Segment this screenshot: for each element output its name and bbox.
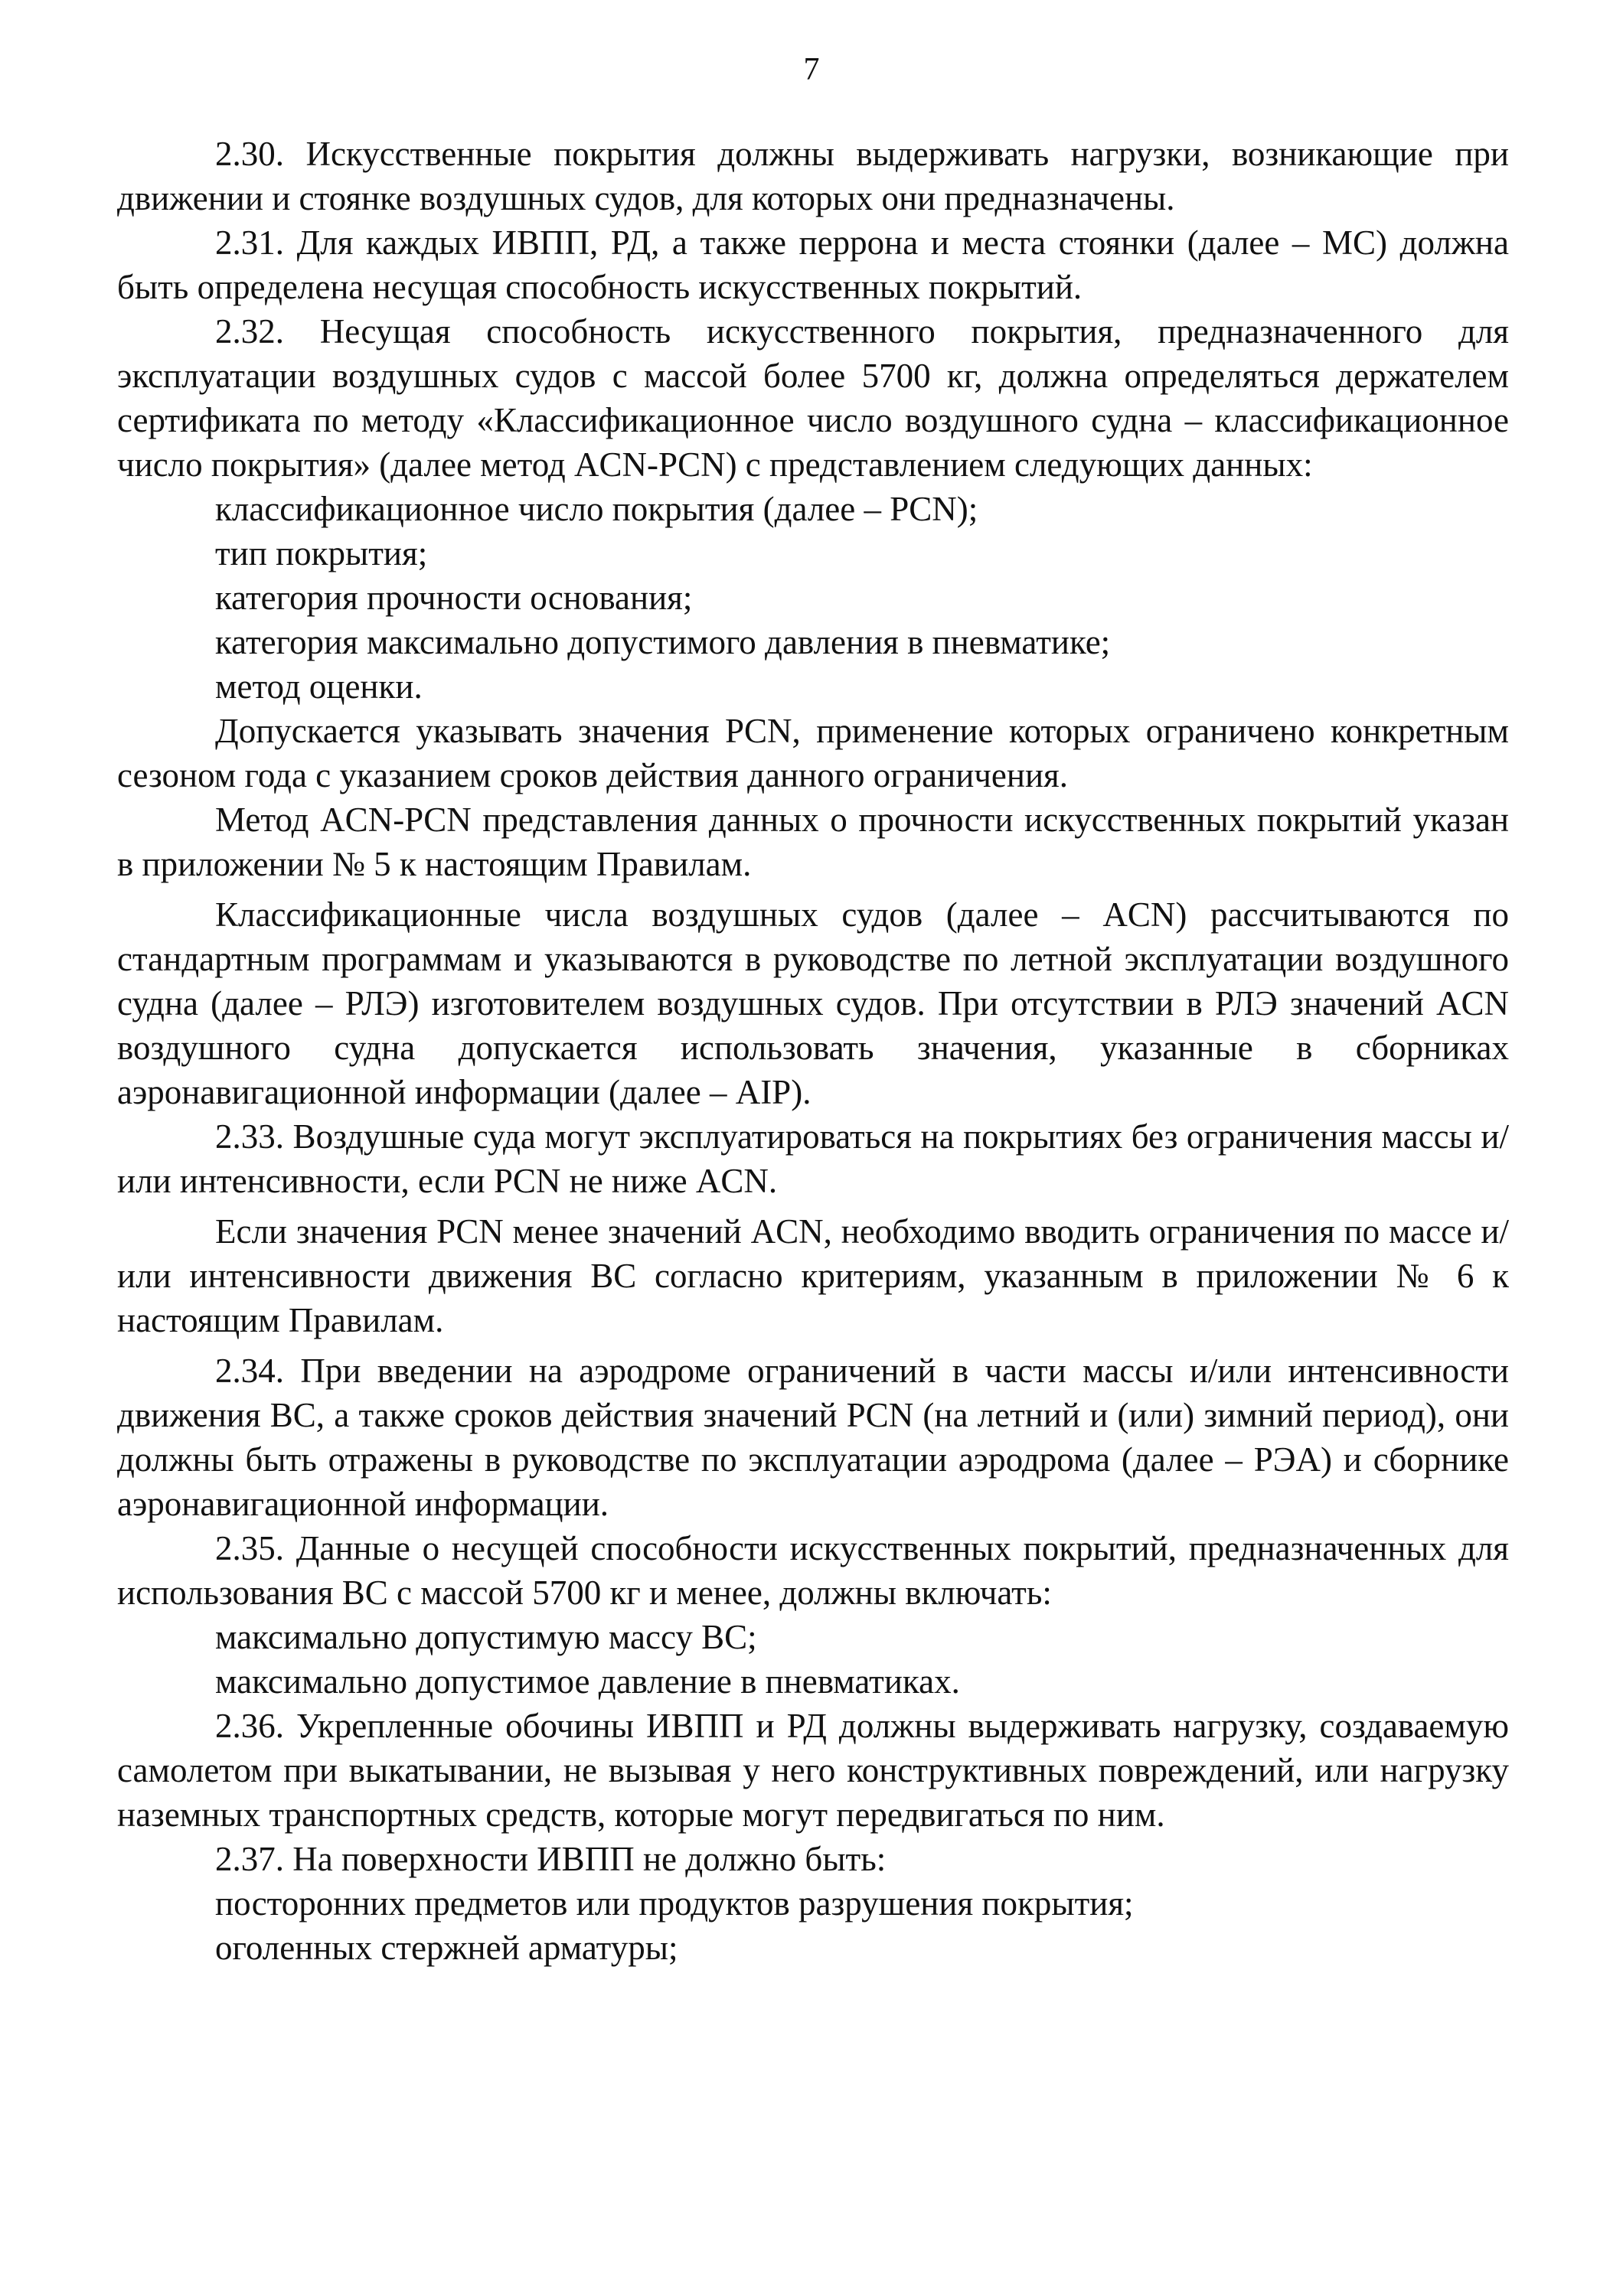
- paragraph-2-34: 2.34. При введении на аэродроме ограничений в части массы и/или интенсивности движения ВС, а также сроков действия значений PCN (на летний и (или) зимний период), они должны быть отражены в руководстве по эксплуатации аэродрома (далее – РЭА) и сборнике аэронавигационной информации.: [117, 1352, 1509, 1523]
- paragraph-2-30: 2.30. Искусственные покрытия должны выдерживать нагрузки, возникающие при движении и стоянке воздушных судов, для которых они предназначены.: [117, 135, 1509, 217]
- paragraph-2-35: 2.35. Данные о несущей способности искусственных покрытий, предназначенных для использования ВС с массой 5700 кг и менее, должны включать:: [117, 1529, 1509, 1612]
- paragraph-2-37: 2.37. На поверхности ИВПП не должно быть:: [215, 1840, 887, 1878]
- list-item: посторонних предметов или продуктов разрушения покрытия;: [215, 1884, 1134, 1923]
- page-number: 7: [803, 52, 820, 87]
- paragraph-pcn-seasonal: Допускается указывать значения PCN, применение которых ограничено конкретным сезоном года с указанием сроков действия данного ограничения.: [117, 712, 1509, 794]
- paragraph-2-36: 2.36. Укрепленные обочины ИВПП и РД должны выдерживать нагрузку, создаваемую самолетом при выкатывании, не вызывая у него конструктивных повреждений, или нагрузку наземных транспортных средств, которые могут передвигаться по ним.: [117, 1707, 1509, 1834]
- paragraph-2-31: 2.31. Для каждых ИВПП, РД, а также перрона и места стоянки (далее – МС) должна быть определена несущая способность искусственных покрытий.: [117, 223, 1509, 306]
- list-item: категория прочности основания;: [215, 579, 693, 617]
- list-item: тип покрытия;: [215, 534, 428, 572]
- list-item: оголенных стержней арматуры;: [215, 1929, 678, 1967]
- document-body: [117, 132, 1509, 1970]
- paragraph-pcn-restrictions: Если значения PCN менее значений ACN, необходимо вводить ограничения по массе и/или интенсивности движения ВС согласно критериям, указанным в приложении № 6 к настоящим Правилам.: [117, 1212, 1509, 1339]
- list-item: максимально допустимое давление в пневматиках.: [215, 1662, 960, 1701]
- paragraph-acn-definition: Классификационные числа воздушных судов (далее – ACN) рассчитываются по стандартным программам и указываются в руководстве по летной эксплуатации воздушного судна (далее – РЛЭ) изготовителем воздушных судов. При отсутствии в РЛЭ значений ACN воздушного судна допускается использовать значения, указанные в сборниках аэронавигационной информации (далее – AIP).: [117, 895, 1509, 1111]
- list-item: максимально допустимую массу ВС;: [215, 1618, 757, 1656]
- paragraph-acn-pcn-method: Метод ACN-PCN представления данных о прочности искусственных покрытий указан в приложении № 5 к настоящим Правилам.: [117, 801, 1509, 883]
- paragraph-2-32: 2.32. Несущая способность искусственного покрытия, предназначенного для эксплуатации воздушных судов с массой более 5700 кг, должна определяться держателем сертификата по методу «Классификационное число воздушного судна – классификационное число покрытия» (далее метод ACN-PCN) с представлением следующих данных:: [117, 312, 1509, 484]
- list-item: метод оценки.: [215, 667, 423, 706]
- list-item: категория максимально допустимого давления в пневматике;: [215, 623, 1111, 661]
- list-item: классификационное число покрытия (далее – PCN);: [215, 490, 978, 528]
- paragraph-2-33: 2.33. Воздушные суда могут эксплуатироваться на покрытиях без ограничения массы и/или интенсивности, если PCN не ниже ACN.: [117, 1117, 1509, 1200]
